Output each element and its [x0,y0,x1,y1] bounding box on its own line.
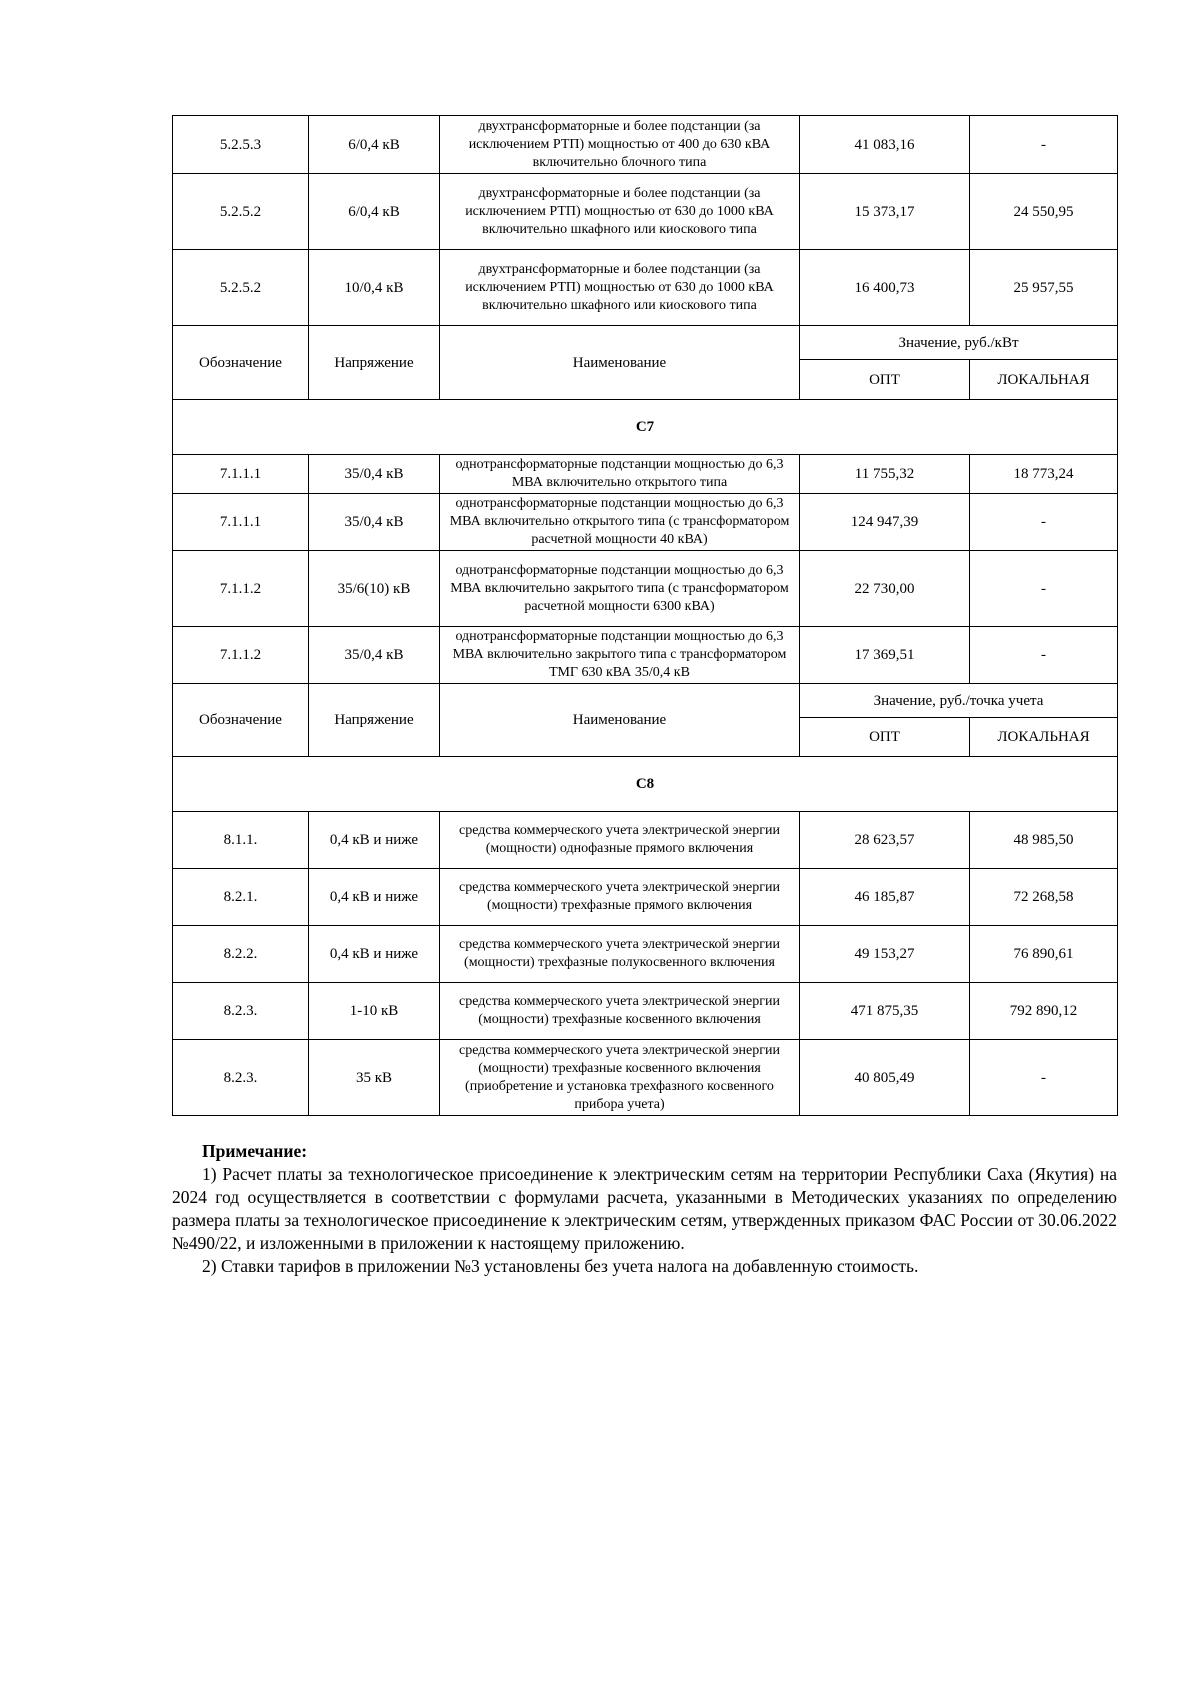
table-row [173,551,1118,627]
table-row [173,494,1118,551]
row-voltage: 35 кВ [309,1040,440,1116]
row-voltage: 0,4 кВ и ниже [309,926,440,983]
header-voltage: Напряжение [309,684,440,757]
row-voltage: 0,4 кВ и ниже [309,812,440,869]
row-voltage: 10/0,4 кВ [309,250,440,326]
row-opt-value: 28 623,57 [800,812,970,869]
note-title: Примечание: [202,1141,308,1161]
row-name: двухтрансформаторные и более подстанции (за исключением РТП) мощностью от 630 до 1000 кВА включительно шкафного или киоскового типа [440,250,800,326]
table-row [173,926,1118,983]
row-local-value: 76 890,61 [970,926,1118,983]
header-name: Наименование [440,684,800,757]
header-row [173,326,1118,360]
header-designation: Обозначение [173,684,309,757]
row-voltage: 1-10 кВ [309,983,440,1040]
header-name: Наименование [440,326,800,400]
row-local-value: 792 890,12 [970,983,1118,1040]
row-code: 5.2.5.2 [173,174,309,250]
table-row [173,983,1118,1040]
header-opt: ОПТ [800,718,970,757]
header-value-unit: Значение, руб./кВт [800,326,1118,360]
section-title-c8: С8 [173,757,1118,812]
row-code: 5.2.5.2 [173,250,309,326]
row-code: 8.2.3. [173,983,309,1040]
row-voltage: 35/6(10) кВ [309,551,440,627]
row-local-value: - [970,494,1118,551]
table-row [173,1040,1118,1116]
row-name: средства коммерческого учета электрической энергии (мощности) трехфазные косвенного включения [440,983,800,1040]
row-name: однотрансформаторные подстанции мощностью до 6,3 МВА включительно закрытого типа с трансформатором ТМГ 630 кВА 35/0,4 кВ [440,627,800,684]
row-opt-value: 46 185,87 [800,869,970,926]
table-row [173,250,1118,326]
row-name: однотрансформаторные подстанции мощностью до 6,3 МВА включительно закрытого типа (с трансформатором расчетной мощности 6300 кВА) [440,551,800,627]
table-row [173,812,1118,869]
row-opt-value: 41 083,16 [800,116,970,174]
row-local-value: - [970,627,1118,684]
header-designation: Обозначение [173,326,309,400]
note-paragraph-1: 1) Расчет платы за технологическое присоединение к электрическим сетям на территории Республики Саха (Якутия) на 2024 год осуществляется в соответствии с формулами расчета, указанными в Методических указаниях по определению размера платы за технологическое присоединение к электрическим сетям, утвержденных приказом ФАС России от 30.06.2022 №490/22, и изложенными в приложении к настоящему приложению. [172,1164,1117,1253]
row-local-value: 18 773,24 [970,455,1118,494]
row-local-value: - [970,551,1118,627]
table-row [173,116,1118,174]
header-opt: ОПТ [800,360,970,400]
row-code: 7.1.1.2 [173,627,309,684]
row-name: двухтрансформаторные и более подстанции (за исключением РТП) мощностью от 400 до 630 кВА включительно блочного типа [440,116,800,174]
row-code: 8.1.1. [173,812,309,869]
row-voltage: 6/0,4 кВ [309,116,440,174]
row-opt-value: 49 153,27 [800,926,970,983]
row-local-value: 48 985,50 [970,812,1118,869]
row-code: 5.2.5.3 [173,116,309,174]
row-name: двухтрансформаторные и более подстанции (за исключением РТП) мощностью от 630 до 1000 кВА включительно шкафного или киоскового типа [440,174,800,250]
row-voltage: 35/0,4 кВ [309,494,440,551]
row-name: средства коммерческого учета электрической энергии (мощности) трехфазные прямого включения [440,869,800,926]
row-name: однотрансформаторные подстанции мощностью до 6,3 МВА включительно открытого типа [440,455,800,494]
row-name: однотрансформаторные подстанции мощностью до 6,3 МВА включительно открытого типа (с трансформатором расчетной мощности 40 кВА) [440,494,800,551]
row-code: 7.1.1.2 [173,551,309,627]
row-name: средства коммерческого учета электрической энергии (мощности) однофазные прямого включения [440,812,800,869]
row-opt-value: 471 875,35 [800,983,970,1040]
header-row [173,684,1118,718]
row-local-value: 24 550,95 [970,174,1118,250]
header-local: ЛОКАЛЬНАЯ [970,360,1118,400]
table-row [173,869,1118,926]
section-row [173,400,1118,455]
tariff-table [172,115,1118,1116]
row-local-value: - [970,116,1118,174]
row-opt-value: 124 947,39 [800,494,970,551]
row-code: 8.2.2. [173,926,309,983]
row-voltage: 0,4 кВ и ниже [309,869,440,926]
table-row [173,627,1118,684]
row-opt-value: 11 755,32 [800,455,970,494]
note-block [172,1140,1117,1278]
row-name: средства коммерческого учета электрической энергии (мощности) трехфазные косвенного включения (приобретение и установка трехфазного косвенного прибора учета) [440,1040,800,1116]
table-row [173,174,1118,250]
row-opt-value: 22 730,00 [800,551,970,627]
header-value-unit: Значение, руб./точка учета [800,684,1118,718]
row-opt-value: 16 400,73 [800,250,970,326]
row-code: 8.2.1. [173,869,309,926]
row-opt-value: 40 805,49 [800,1040,970,1116]
note-paragraph-2: 2) Ставки тарифов в приложении №3 установлены без учета налога на добавленную стоимость. [202,1256,919,1276]
row-code: 8.2.3. [173,1040,309,1116]
row-voltage: 35/0,4 кВ [309,627,440,684]
row-name: средства коммерческого учета электрической энергии (мощности) трехфазные полукосвенного включения [440,926,800,983]
row-voltage: 6/0,4 кВ [309,174,440,250]
row-local-value: 72 268,58 [970,869,1118,926]
header-local: ЛОКАЛЬНАЯ [970,718,1118,757]
row-local-value: 25 957,55 [970,250,1118,326]
row-voltage: 35/0,4 кВ [309,455,440,494]
row-code: 7.1.1.1 [173,455,309,494]
row-code: 7.1.1.1 [173,494,309,551]
row-opt-value: 15 373,17 [800,174,970,250]
row-local-value: - [970,1040,1118,1116]
header-voltage: Напряжение [309,326,440,400]
row-opt-value: 17 369,51 [800,627,970,684]
section-row [173,757,1118,812]
section-title-c7: С7 [173,400,1118,455]
table-row [173,455,1118,494]
